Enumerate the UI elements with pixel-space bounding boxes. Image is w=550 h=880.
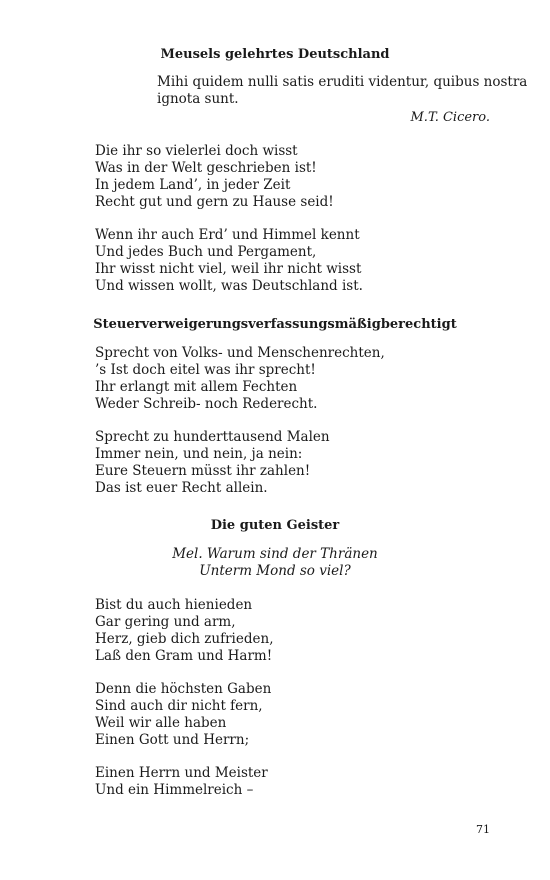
melody-note: [0, 546, 550, 580]
verse-line: Sprecht von Volks- und Menschenrechten,: [95, 345, 385, 361]
verse-line: Recht gut und gern zu Hause seid!: [95, 194, 334, 210]
verse-line: Eure Steuern müsst ihr zahlen!: [95, 463, 311, 479]
melody-line: Mel. Warum sind der Thränen: [172, 546, 378, 562]
verse-line: In jedem Land’, in jeder Zeit: [95, 177, 291, 193]
verse-line: Weil wir alle haben: [95, 715, 227, 731]
verse-line: Weder Schreib- noch Rederecht.: [95, 396, 318, 412]
stanza: [95, 143, 515, 211]
verse-line: Sind auch dir nicht fern,: [95, 698, 263, 714]
verse-line: Ihr erlangt mit allem Fechten: [95, 379, 298, 395]
poem-title: Die guten Geister: [210, 518, 340, 533]
stanza: [95, 597, 515, 665]
verse-line: Was in der Welt geschrieben ist!: [95, 160, 317, 176]
page-number: 71: [476, 823, 490, 836]
verse-line: Einen Gott und Herrn;: [95, 732, 250, 748]
stanza: [95, 227, 515, 295]
verse-line: Sprecht zu hunderttausend Malen: [95, 429, 330, 445]
verse-line: Ihr wisst nicht viel, weil ihr nicht wisst: [95, 261, 362, 277]
verse-line: Gar gering und arm,: [95, 614, 236, 630]
stanza: [95, 345, 515, 413]
motto: [157, 74, 528, 108]
verse-line: Die ihr so vielerlei doch wisst: [95, 143, 298, 159]
verse-line: Und ein Himmelreich –: [95, 782, 254, 798]
verse-line: Einen Herrn und Meister: [95, 765, 268, 781]
verse-line: Laß den Gram und Harm!: [95, 648, 273, 664]
poem-title: Meusels gelehrtes Deutschland: [160, 47, 390, 62]
verse-line: Immer nein, und nein, ja nein:: [95, 446, 303, 462]
motto-line: Mihi quidem nulli satis eruditi videntur, quibus nostra: [157, 74, 528, 90]
poem-title: Steuerverweigerungsverfassungsmäßigberechtigt: [93, 317, 457, 332]
verse-line: Und jedes Buch und Pergament,: [95, 244, 317, 260]
verse-line: Wenn ihr auch Erd’ und Himmel kennt: [95, 227, 360, 243]
verse-line: Bist du auch hienieden: [95, 597, 253, 613]
verse-line: Und wissen wollt, was Deutschland ist.: [95, 278, 363, 294]
melody-line: Unterm Mond so viel?: [199, 563, 351, 579]
verse-line: Denn die höchsten Gaben: [95, 681, 272, 697]
stanza: [95, 429, 515, 497]
stanza: [95, 765, 515, 799]
verse-line: ’s Ist doch eitel was ihr sprecht!: [95, 362, 316, 378]
motto-line: ignota sunt.: [157, 91, 239, 107]
verse-line: Das ist euer Recht allein.: [95, 480, 268, 496]
stanza: [95, 681, 515, 749]
verse-line: Herz, gieb dich zufrieden,: [95, 631, 274, 647]
motto-author: M.T. Cicero.: [410, 110, 490, 125]
